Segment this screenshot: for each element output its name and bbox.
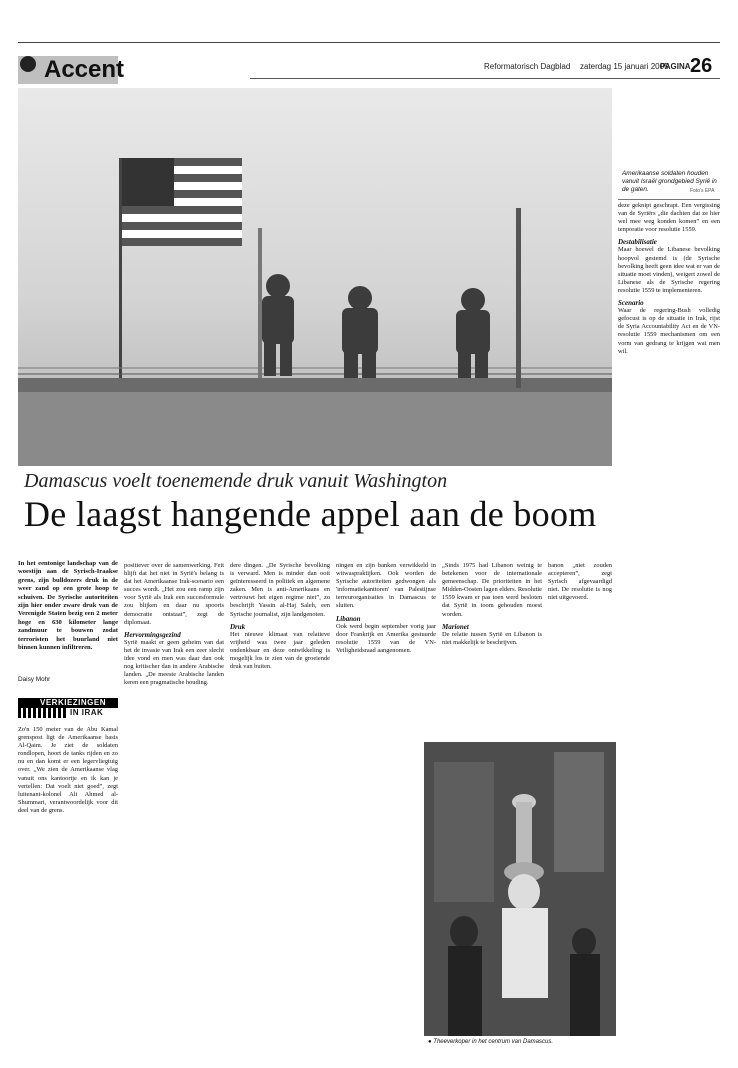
subhead-druk: Druk xyxy=(230,622,246,631)
column-2-paragraph: positiever over de samenwerking. Feit blijft dat het niet in Syrië's belang is dat het Amerikaanse Irak-scenario een succes wordt. „Het zou een ramp zijn voor Syrië als Irak een succesformule zou blijken en daar nu spoorts democratie ontstaat”, zegt de diplomaat. xyxy=(124,562,224,626)
column-4-paragraph: ningen en zijn banken verwikkeld in witwaspraktijken. Ook worden de Syrische autoriteiten gedwongen als 'informatiekanttoren' van Palestijnse terreurorganisaties in Damascus te sluiten. xyxy=(336,562,436,610)
inset-photo xyxy=(424,742,616,1036)
header-rule xyxy=(250,78,720,79)
section-title: Accent xyxy=(44,56,125,83)
column-2-paragraph-2: Syrië maakt er geen geheim van dat het de invasie van Irak een zeer slecht idee vond en men was daar dan ook nog kritischer dan in andere Arabische landen. „De meeste Arabische landen keren een pragmatische houding. xyxy=(124,638,224,687)
subhead-hervormingsgezind: Hervormingsgezind xyxy=(124,630,181,639)
right-paragraph-2: Maar hoewel de Libanese bevolking hoopvol gestemd is (de Syrische bevolking heeft geen idee wat er van de situatie moet vinden), weigert zowel de Libanese als de Syrische regering resolutie 1559 te implementeren. xyxy=(618,246,720,294)
inset-caption: ● Theeverkoper in het centrum van Damascus. xyxy=(428,1039,554,1045)
column-3 xyxy=(230,562,330,671)
subhead-marionet: Marionet xyxy=(442,622,469,631)
newspaper-name: Reformatorisch Dagblad xyxy=(484,62,571,71)
kicker: Damascus voelt toenemende druk vanuit Washington xyxy=(24,470,448,492)
column-5-paragraph-2: De relatie tussen Syrië en Libanon is niet makkelijk te beschrijven. xyxy=(442,630,542,646)
column-2 xyxy=(124,562,224,687)
right-paragraph-3: Waar de regering-Bush volledig gefocust is op de situatie in Irak, rijst de Syria Accountability Act en de VN-resolutie 1559 mechanismen om een vorm van gedrang te krijgen wat men wil. xyxy=(618,307,720,355)
column-3-paragraph: dere dingen. „De Syrische bevolking is verward. Men is minder dan ooit geïnteresseerd in politiek en algemene zaken. Men is anti-Amerikaans en vertrouwt het eigen regime niet”, zo beschrijft Yassin al-Haj Saleh, een Syrische journalist, zijn landgenoten. xyxy=(230,562,330,618)
column-5-paragraph: „Sinds 1975 had Libanon weinig te betekenen voor de internationale gemeenschap. De prioriteiten in het Midden-Oosten lagen elders. Resolutie 1559 kwam er pas toen werd besloten dat Syrië in toom gehouden moest worden. xyxy=(442,562,542,618)
right-paragraph: deze geknipt geschrapt. Een vergissing van de Syriërs „die dachten dat ze hier wel mee weg konden komen” en een tenporatie voor resolutie 1559. xyxy=(618,202,720,234)
photo-credit: Foto's EPA xyxy=(690,188,715,194)
verkiezingen-subtitle: IN IRAK xyxy=(70,708,104,717)
main-photo xyxy=(18,88,612,466)
column-3-paragraph-2: Het nieuwe klimaat van relatieve vrijheid was twee jaar geleden ondenkbaar en deze ontwikkeling is mogelijk los te zien van de groeiende druk van buiten. xyxy=(230,630,330,671)
tea-seller-illustration xyxy=(424,742,616,1036)
photo-caption: Amerikaanse soldaten houden vanuit Israël grondgebied Syrië in de gaten. xyxy=(622,170,717,193)
inset-caption-text: Theeverkoper in het centrum van Damascus. xyxy=(433,1039,554,1045)
subhead-libanon: Libanon xyxy=(336,614,361,623)
verkiezingen-stripes xyxy=(18,708,68,718)
page-label: PAGINA xyxy=(660,62,691,71)
issue-date: zaterdag 15 januari 2005 xyxy=(580,62,669,71)
subhead-scenario: Scenario xyxy=(618,299,644,308)
page-number: 26 xyxy=(690,55,713,77)
section-bullet-icon xyxy=(20,56,36,72)
right-column xyxy=(618,202,720,356)
lead-paragraph: In het eentonige landschap van de woestijn aan de Syrisch-Iraakse grens, zijn bulldozers druk in de weer zand op een grote hoop te schuiven. De Syrische autoriteiten zijn hier onder zware druk van de Verenigde Staten bezig een 2 meter hoge en 630 kilometer lange zandmuur te bouwen zodat terroristen het buurland niet binnen kunnen infiltreren. xyxy=(18,560,118,652)
us-flag-icon xyxy=(122,158,242,246)
subhead-destabilisatie: Destabilisatie xyxy=(618,238,657,247)
headline: De laagst hangende appel aan de boom xyxy=(24,494,597,534)
header-top-rule xyxy=(18,42,720,43)
column-4 xyxy=(336,562,436,738)
soldiers-illustration xyxy=(18,88,612,466)
column-6: banon „niet zouden accepteren”, zegt Syrisch afgevaardigd niet. De resolutie is nog niet uitgevoerd. xyxy=(548,562,612,602)
column-4-paragraph-2: Ook werd begin september vorig jaar door Frankrijk en Amerika gestuurde resolutie 1559 van de VN-Veiligheidsraad aangenomen. xyxy=(336,622,436,654)
column-1: Zo'n 150 meter van de Abu Kamal grenspost ligt de Amerikaanse basis Al-Qaim. Je ziet de soldaten rondlopen, hoort de tanks rijden en zo nu en dan komt er een legervliegtuig over. „We zien de Amerikaanse vlag vanuit ons kantoortje en ik kan je vertellen: Dat voelt niet goed”, zegt luitenant-kolonel Ali Ahmed al-Shummari, verantwoordelijk voor dit deel van de grens. xyxy=(18,726,118,814)
verkiezingen-title: VERKIEZINGEN xyxy=(40,698,107,707)
column-5 xyxy=(442,562,542,738)
byline: Daisy Mohr xyxy=(18,676,51,683)
